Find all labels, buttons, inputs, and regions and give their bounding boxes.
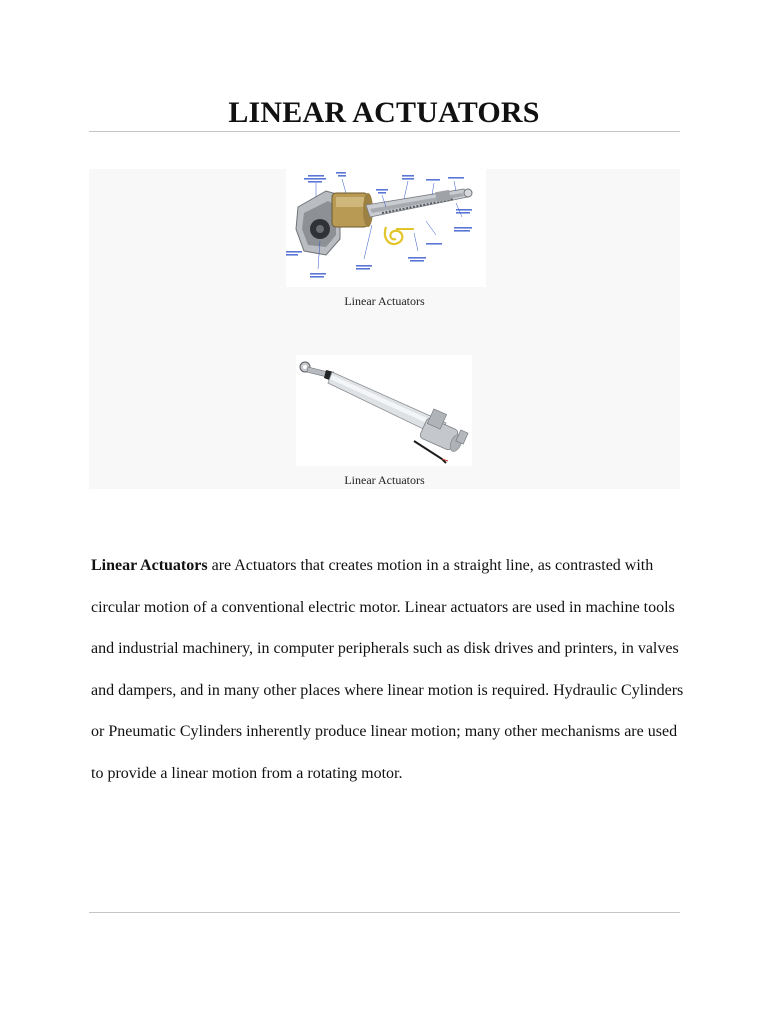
title-divider [89, 131, 680, 132]
actuator-cutaway-image [286, 169, 486, 287]
lead-term: Linear Actuators [91, 557, 208, 574]
figure-caption: Linear Actuators [344, 294, 425, 308]
footer-divider [89, 912, 680, 913]
page-title: LINEAR ACTUATORS [228, 96, 540, 129]
actuator-photo-image [296, 355, 472, 466]
figure-caption: Linear Actuators [344, 473, 425, 487]
figure-panel [89, 169, 680, 489]
figure-photo [89, 355, 680, 489]
actuator-photo-icon [296, 355, 472, 466]
actuator-cutaway-diagram-icon [286, 169, 486, 287]
body-paragraph [91, 545, 691, 794]
body-text: are Actuators that creates motion in a straight line, as contrasted with circular motion of a conventional electric motor. Linear actuators are used in machine tools and industrial machinery, in computer peripherals such as disk drives and printers, in valves and dampers, and in many other places where linear motion is required. Hydraulic Cylinders or Pneumatic Cylinders inherently produce linear motion; many other mechanisms are used to provide a linear motion from a rotating motor. [91, 557, 684, 782]
figure-cutaway [89, 169, 680, 319]
